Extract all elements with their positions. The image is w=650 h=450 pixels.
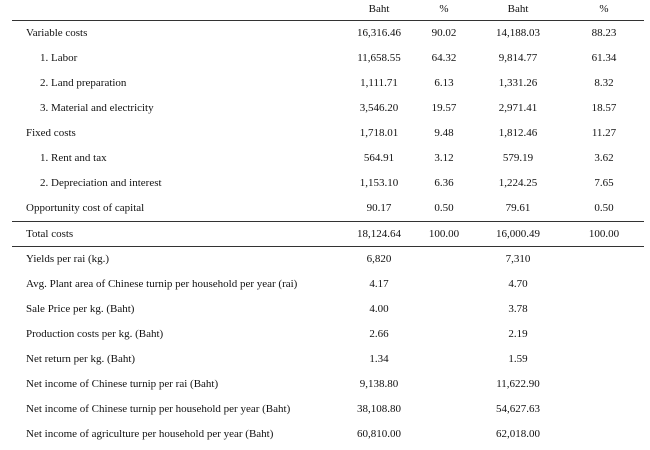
table-row [12,21,644,47]
baht-value-2: 11,622.90 [496,378,540,390]
table-row [12,71,644,96]
baht-value-2: 579.19 [502,152,534,164]
percent-value-1 [416,372,472,397]
baht-value-2: 54,627.63 [496,403,540,415]
row-label: 1. Labor [40,52,78,64]
cost-table [12,0,644,447]
baht-value-2: 7,310 [505,253,531,265]
percent-value-1: 6.36 [434,177,454,189]
percent-value-2 [564,247,644,273]
table-row [12,397,644,422]
row-label: Opportunity cost of capital [26,202,145,214]
percent-value-1 [416,272,472,297]
table-row [12,347,644,372]
row-label: 2. Depreciation and interest [40,177,162,189]
percent-value-2: 18.57 [591,102,617,114]
table-row [12,171,644,196]
table-row [12,96,644,121]
baht-value-1: 4.17 [369,278,389,290]
table-row [12,121,644,146]
table-body [12,21,644,448]
row-label: Net income of Chinese turnip per rai (Baht) [26,378,219,390]
percent-value-2: 100.00 [564,222,644,247]
percent-value-1: 0.50 [434,202,454,214]
row-label: 3. Material and electricity [40,102,154,114]
baht-value-2: 1,812.46 [498,127,538,139]
baht-value-1: 2.66 [369,328,389,340]
percent-value-1 [416,347,472,372]
header-label-cell [12,0,342,21]
table-header [12,0,644,21]
baht-value-1: 1.34 [369,353,389,365]
row-label: Fixed costs [26,127,76,139]
percent-value-2 [564,422,644,447]
baht-value-2: 9,814.77 [498,52,538,64]
baht-value-2: 2.19 [508,328,528,340]
table-row [12,146,644,171]
baht-value-1: 1,153.10 [359,177,399,189]
baht-value-1: 90.17 [366,202,392,214]
table-row [12,297,644,322]
row-label: 1. Rent and tax [40,152,107,164]
percent-value-2: 8.32 [594,77,614,89]
baht-value-2: 14,188.03 [496,27,540,39]
baht-value-2: 62,018.00 [496,428,540,440]
percent-value-1: 19.57 [431,102,457,114]
percent-value-2 [564,397,644,422]
baht-value-2: 16,000.49 [472,222,564,247]
percent-value-1 [416,397,472,422]
baht-value-1: 60,810.00 [357,428,401,440]
baht-value-2: 3.78 [508,303,528,315]
row-label: Variable costs [26,27,88,39]
baht-value-1: 9,138.80 [359,378,399,390]
baht-value-1: 11,658.55 [357,52,401,64]
row-label: Production costs per kg. (Baht) [26,328,164,340]
percent-value-1 [416,297,472,322]
percent-value-2: 88.23 [591,27,617,39]
baht-value-1: 18,124.64 [342,222,416,247]
row-label: Avg. Plant area of Chinese turnip per household per year (rai) [26,278,298,290]
percent-value-1 [416,247,472,273]
baht-value-1: 3,546.20 [359,102,399,114]
percent-value-2 [564,297,644,322]
header-baht-2: Baht [507,3,529,15]
percent-value-1 [416,322,472,347]
percent-value-1: 6.13 [434,77,454,89]
header-percent-2: % [599,3,609,15]
header-row [12,0,644,21]
percent-value-2 [564,372,644,397]
header-percent-1: % [439,3,449,15]
table-row [12,247,644,273]
baht-value-1: 564.91 [363,152,395,164]
row-label: Net income of agriculture per household per year (Baht) [26,428,274,440]
percent-value-2: 7.65 [594,177,614,189]
baht-value-1: 6,820 [366,253,392,265]
percent-value-2 [564,322,644,347]
baht-value-2: 2,971.41 [498,102,538,114]
baht-value-1: 1,111.71 [360,77,398,89]
baht-value-2: 79.61 [505,202,531,214]
baht-value-1: 16,316.46 [357,27,401,39]
percent-value-2: 11.27 [591,127,617,139]
row-label: Sale Price per kg. (Baht) [26,303,135,315]
percent-value-2: 3.62 [594,152,614,164]
table-row [12,196,644,222]
percent-value-1: 9.48 [434,127,454,139]
percent-value-1 [416,422,472,447]
baht-value-1: 4.00 [369,303,389,315]
table-row [12,372,644,397]
baht-value-2: 1,224.25 [498,177,538,189]
percent-value-1: 100.00 [416,222,472,247]
baht-value-2: 4.70 [508,278,528,290]
table-row [12,46,644,71]
row-label: Net return per kg. (Baht) [26,353,136,365]
table-row [12,222,644,247]
baht-value-1: 1,718.01 [359,127,399,139]
percent-value-2 [564,347,644,372]
row-label: Yields per rai (kg.) [26,253,110,265]
table-row [12,272,644,297]
table-row [12,422,644,447]
row-label: Net income of Chinese turnip per household per year (Baht) [26,403,291,415]
percent-value-1: 3.12 [434,152,454,164]
row-label: 2. Land preparation [40,77,127,89]
baht-value-2: 1.59 [508,353,528,365]
percent-value-1: 90.02 [431,27,457,39]
row-label: Total costs [12,222,342,247]
percent-value-2 [564,272,644,297]
baht-value-2: 1,331.26 [498,77,538,89]
percent-value-2: 0.50 [594,202,614,214]
baht-value-1: 38,108.80 [357,403,401,415]
percent-value-2: 61.34 [591,52,617,64]
header-baht-1: Baht [368,3,390,15]
percent-value-1: 64.32 [431,52,457,64]
table-row [12,322,644,347]
